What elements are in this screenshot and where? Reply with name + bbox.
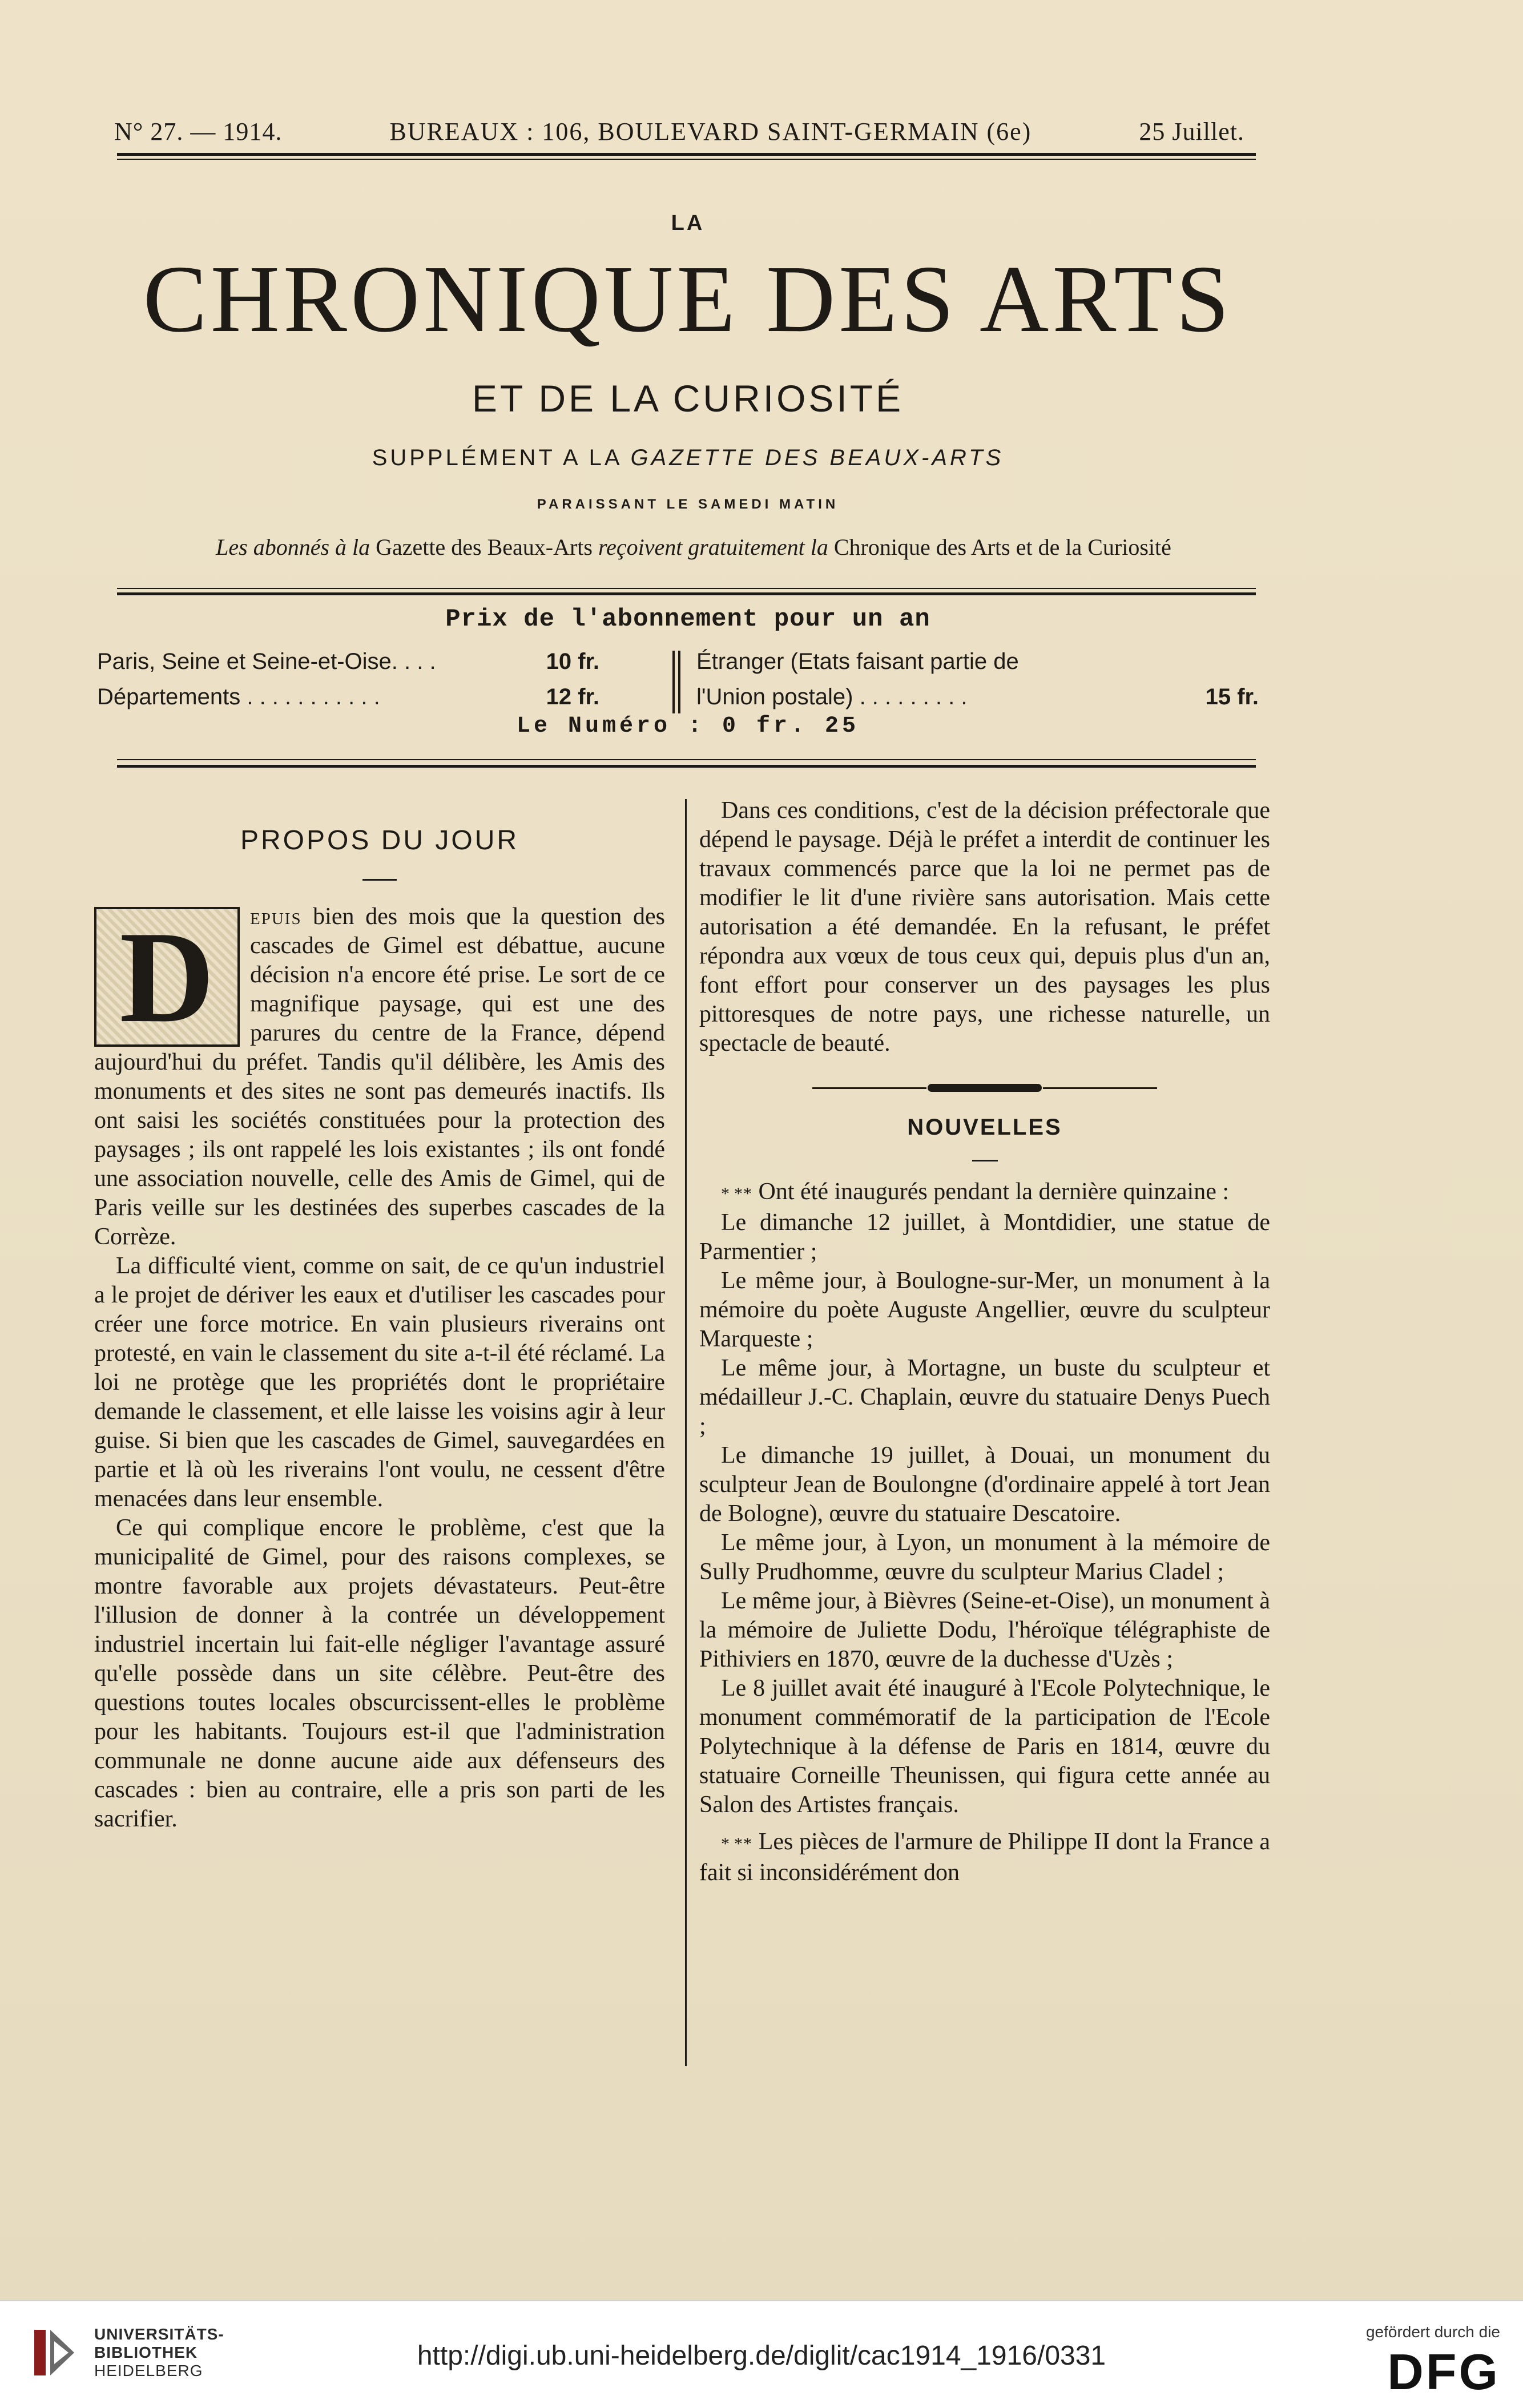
subscription-rule	[117, 759, 1256, 760]
left-column	[94, 796, 665, 1834]
nouvelle-item: Le même jour, à Bièvres (Seine-et-Oise), un monument à la mémoire de Juliette Dodu, l'héroïque télégraphiste de Pithiviers en 1870, œuvre de la duchesse d'Uzès ;	[699, 1588, 1270, 1672]
asterism: * **	[721, 1834, 753, 1853]
masthead-title: CHRONIQUE DES ARTS	[143, 246, 1233, 352]
subscription-row-paris	[97, 644, 599, 679]
nouvelle-item: Le même jour, à Boulogne-sur-Mer, un monument à la mémoire du poète Auguste Angellier, œuvre du sculpteur Marqueste ;	[699, 1268, 1270, 1352]
subscription-label: Départements . . . . . . . . . . .	[97, 684, 380, 709]
paragraph-text: Les pièces de l'armure de Philippe II dont la France a fait si inconsidérément don	[699, 1829, 1270, 1886]
nouvelle-item: Le même jour, à Mortagne, un buste du sculpteur et médailleur J.-C. Chaplain, œuvre du statuaire Denys Puech ;	[699, 1355, 1270, 1439]
dfg-funding-label: gefördert durch die	[1365, 2323, 1500, 2341]
ornament-line	[1043, 1087, 1157, 1089]
subscription-title: Prix de l'abonnement pour un an	[445, 605, 930, 634]
subscription-france	[97, 644, 599, 715]
numero-price: Le Numéro : 0 fr. 25	[516, 713, 860, 739]
paragraph-text: bien des mois que la question des cascades de Gimel est débattue, aucune décision n'a encore été prise. Le sort de ce magnifique paysage, qui est une des parures du centre de la France, dépend aujourd'hui du préfet. Tandis qu'il délibère, les Amis des monuments et des sites ne sont pas demeurés inactifs. Ils ont saisi les sociétés constituées pour la protection des paysages ; ils ont rappelé les lois existantes ; ils ont fondé une association nouvelle, celle des Amis de Gimel, qui de Paris veille sur les destinées des superbes cascades de la Corrèze.	[94, 903, 665, 1250]
propos-body	[94, 902, 665, 1834]
nouvelles-title: NOUVELLES	[907, 1115, 1062, 1140]
nouvelle-item: Le même jour, à Lyon, un monument à la mémoire de Sully Prudhomme, œuvre du sculpteur Marius Cladel ;	[699, 1530, 1270, 1585]
subscription-row-union	[696, 679, 1259, 715]
nouvelles-dash	[972, 1160, 998, 1161]
subscription-label: l'Union postale) . . . . . . . . .	[696, 684, 968, 709]
nouvelle-item	[699, 1828, 1270, 1887]
subscription-row-departements	[97, 679, 599, 715]
abonnes-part2: Gazette des Beaux-Arts	[376, 534, 593, 560]
subscription-row-etranger	[696, 644, 1259, 679]
propos-dash	[362, 879, 397, 881]
supplement-gazette: GAZETTE DES BEAUX-ARTS	[630, 445, 1004, 470]
propos-title: PROPOS DU JOUR	[240, 825, 519, 856]
library-line: BIBLIOTHEK	[94, 2344, 198, 2361]
abonnes-part4: Chronique des Arts et de la Curiosité	[833, 534, 1171, 560]
subscription-etranger	[696, 644, 1259, 715]
nouvelles-body	[699, 1177, 1270, 1887]
header-rule	[117, 153, 1256, 156]
subscription-label: Paris, Seine et Seine-et-Oise. . . .	[97, 649, 436, 674]
masthead-supplement	[0, 445, 1376, 471]
permalink-url[interactable]: http://digi.ub.uni-heidelberg.de/diglit/cac1914_1916/0331	[417, 2341, 1106, 2371]
propos-continued	[699, 796, 1270, 1058]
dropcap-letter: D	[119, 903, 215, 1050]
subscription-price: 15 fr.	[1205, 684, 1259, 709]
section-ornament	[699, 1084, 1270, 1092]
abonnes-part1: Les abonnés à la	[216, 534, 370, 560]
library-line: HEIDELBERG	[94, 2362, 203, 2379]
subscription-label: Étranger (Etats faisant partie de	[696, 649, 1019, 674]
subscription-price: 12 fr.	[546, 684, 599, 709]
propos-paragraph-4: Dans ces conditions, c'est de la décision préfectorale que dépend le paysage. Déjà le préfet a interdit de continuer les travaux commencés parce que la loi ne permet pas de modifier le lit d'une rivière sans autorisation. Mais cette autorisation a été demandée. En la refusant, le préfet répondra aux vœux de tous ceux qui, depuis plus d'un an, font effort pour conserver un des paysages les plus pittoresques de notre pays, une richesse naturelle, un spectacle de beauté.	[699, 797, 1270, 1056]
header-rule-thin	[117, 159, 1256, 160]
bureaux-address: BUREAUX : 106, BOULEVARD SAINT-GERMAIN (6e)	[389, 118, 1032, 146]
subscription-rule-thick	[117, 765, 1256, 768]
masthead-paraissant: PARAISSANT LE SAMEDI MATIN	[537, 497, 839, 512]
column-divider	[685, 799, 687, 2066]
dropcap-ornament	[94, 903, 240, 1050]
paragraph-text: Ont été inaugurés pendant la dernière quinzaine :	[752, 1179, 1230, 1205]
abonnes-part3: reçoivent gratuitement la	[598, 534, 828, 560]
issue-header	[114, 117, 1244, 146]
nouvelle-item: Le dimanche 12 juillet, à Montdidier, une statue de Parmentier ;	[699, 1209, 1270, 1265]
asterism: * **	[721, 1184, 753, 1203]
nouvelle-item	[699, 1177, 1270, 1208]
masthead-abonnes	[123, 534, 1264, 560]
library-line: UNIVERSITÄTS-	[94, 2325, 224, 2343]
issue-date: 25 Juillet.	[1139, 118, 1244, 146]
library-footer	[0, 2300, 1523, 2408]
subscription-separator	[672, 651, 680, 713]
supplement-prefix: SUPPLÉMENT A LA	[372, 445, 622, 470]
masthead-subtitle: ET DE LA CURIOSITÉ	[472, 377, 904, 420]
issue-number: N° 27. — 1914.	[114, 118, 283, 146]
propos-paragraph-3: Ce qui complique encore le problème, c'est que la municipalité de Gimel, pour des raisons complexes, se montre favorable aux projets dévastateurs. Peut-être l'illusion de donner à la contrée un développement industriel incertain lui fait-elle négliger l'avantage assuré qu'elle possède dans un site célèbre. Peut-être des questions toutes locales obscurcissent-elles le problème pour les habitants. Toujours est-il que l'administration communale ne donne aucune aide aux défenseurs des cascades : bien au contraire, elle a pris son parti de les sacrifier.	[94, 1515, 665, 1832]
nouvelle-item: Le dimanche 19 juillet, à Douai, un monument du sculpteur Jean de Boulongne (d'ordinaire appelé à tort Jean de Bologne), œuvre du statuaire Descatoire.	[699, 1442, 1270, 1527]
dfg-logo: DFG	[1387, 2344, 1500, 2400]
nouvelle-item: Le 8 juillet avait été inauguré à l'Ecole Polytechnique, le monument commémoratif de la participation de l'Ecole Polytechnique à la défense de Paris en 1814, œuvre du statuaire Corneille Theunissen, qui figura cette année au Salon des Artistes français.	[699, 1675, 1270, 1818]
right-column	[699, 796, 1270, 1887]
first-word: epuis	[250, 903, 302, 930]
subscription-price: 10 fr.	[546, 649, 599, 674]
ornament-line	[812, 1087, 926, 1089]
propos-paragraph-2: La difficulté vient, comme on sait, de ce qu'un industriel a le projet de dériver les eaux et d'utiliser les cascades pour créer une force motrice. En vain plusieurs riverains ont protesté, en vain le classement du site a-t-il été réclamé. La loi ne protège que les propriétés dont le propriétaire demande le classement, et elle laisse les voisins agir à leur guise. Si bien que les cascades de Gimel, sauvegardées en partie et là où les riverains l'ont voulu, ne cessent d'être menacées dans leur ensemble.	[94, 1253, 665, 1512]
masthead-la: LA	[671, 211, 705, 235]
masthead-rule-thick	[117, 592, 1256, 595]
masthead-rule	[117, 588, 1256, 589]
ornament-center	[928, 1084, 1042, 1092]
